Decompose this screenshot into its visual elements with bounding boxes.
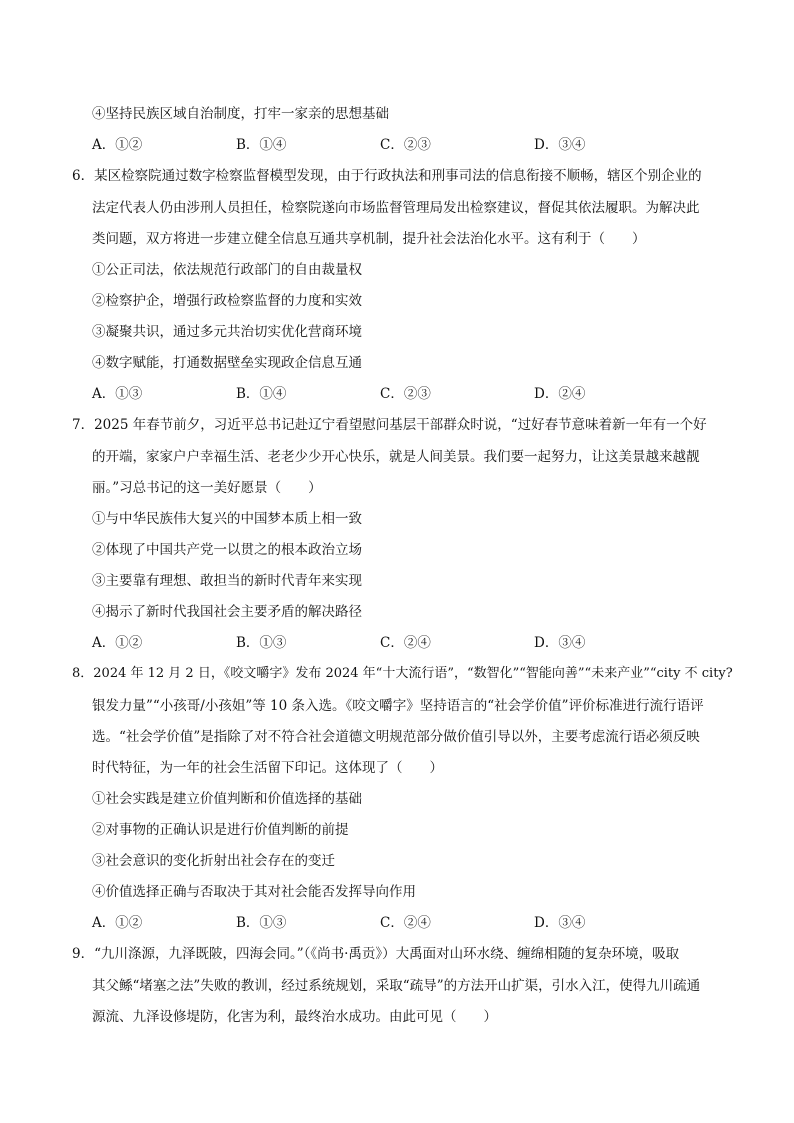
q5-choice-a: A．①② [92,137,143,153]
q7-choice-a: A．①② [92,635,143,651]
q7-choice-b: B．①③ [236,635,287,651]
q6-choice-d: D．②④ [534,386,586,402]
q9-stem-line-3: 源流、九泽设修堤防，化害为利，最终治水成功。由此可见（ ） [92,1009,497,1025]
q8-item-1: ①社会实践是建立价值判断和价值选择的基础 [92,791,362,807]
q6-stem-line-1: 6．某区检察院通过数字检察监督模型发现，由于行政执法和刑事司法的信息衔接不顺畅，辖区个别企业的 [72,168,702,184]
q7-item-4: ④揭示了新时代我国社会主要矛盾的解决路径 [92,604,362,620]
q5-choice-b: B．①④ [236,137,287,153]
q6-item-2: ②检察护企，增强行政检察监督的力度和实效 [92,293,362,309]
q6-choice-c: C．②③ [380,386,431,402]
q8-choice-c: C．②④ [380,915,431,931]
q7-choice-c: C．②④ [380,635,431,651]
q6-item-4: ④数字赋能，打通数据壁垒实现政企信息互通 [92,355,362,371]
q7-stem-line-2: 的开端，家家户户幸福生活、老老少少开心快乐，就是人间美景。我们要一起努力，让这美景越来越靓 [92,449,700,465]
q6-choice-a: A．①③ [92,386,143,402]
q8-choice-a: A．①② [92,915,143,931]
q6-choice-b: B．①④ [236,386,287,402]
q7-stem-line-1: 7．2025 年春节前夕，习近平总书记赴辽宁看望慰问基层干部群众时说，“过好春节意味着新一年有一个好 [72,417,707,433]
q7-choice-d: D．③④ [534,635,586,651]
q6-stem-line-2: 法定代表人仍由涉刑人员担任，检察院遂向市场监督管理局发出检察建议，督促其依法履职。为解决此 [92,200,700,216]
q6-stem-line-3: 类问题，双方将进一步建立健全信息互通共享机制，提升社会法治化水平。这有利于（ ） [92,231,646,247]
q6-item-1: ①公正司法，依法规范行政部门的自由裁量权 [92,262,362,278]
q8-choice-b: B．①③ [236,915,287,931]
q8-stem-line-1: 8．2024 年 12 月 2 日，《咬文嚼字》发布 2024 年“十大流行语”，“数智化”“智能向善”“未来产业”“city 不 city? [72,666,733,681]
q8-item-2: ②对事物的正确认识是进行价值判断的前提 [92,822,349,838]
q8-item-3: ③社会意识的变化折射出社会存在的变迁 [92,853,335,869]
q7-item-1: ①与中华民族伟大复兴的中国梦本质上相一致 [92,511,362,527]
q8-choice-d: D．③④ [534,915,586,931]
q9-stem-line-1: 9．“九川涤源，九泽既陂，四海会同。”（《尚书·禹贡》）大禹面对山环水绕、缠绵相随的复杂环境，吸取 [72,946,680,962]
q7-item-3: ③主要靠有理想、敢担当的新时代青年来实现 [92,573,362,589]
q5-choice-c: C．②③ [380,137,431,153]
q8-item-4: ④价值选择正确与否取决于其对社会能否发挥导向作用 [92,884,416,900]
q5-item-4: ④坚持民族区域自治制度，打牢一家亲的思想基础 [92,106,389,122]
q8-stem-line-3: 选。“社会学价值”是指除了对不符合社会道德文明规范部分做价值引导以外，主要考虑流行语必须反映 [92,729,700,745]
q9-stem-line-2: 其父鲧“堵塞之法”失败的教训，经过系统规划，采取“疏导”的方法开山扩渠，引水入江，使得九川疏通 [92,978,701,994]
q7-item-2: ②体现了中国共产党一以贯之的根本政治立场 [92,542,362,558]
q5-choice-d: D．③④ [534,137,586,153]
q6-item-3: ③凝聚共识，通过多元共治切实优化营商环境 [92,324,362,340]
q8-stem-line-4: 时代特征，为一年的社会生活留下印记。这体现了（ ） [92,760,443,776]
q7-stem-line-3: 丽。”习总书记的这一美好愿景（ ） [92,480,322,496]
q8-stem-line-2: 银发力量”“小孩哥/小孩姐”等 10 条入选。《咬文嚼字》坚持语言的“社会学价值”评价标准进行流行语评 [92,698,704,714]
